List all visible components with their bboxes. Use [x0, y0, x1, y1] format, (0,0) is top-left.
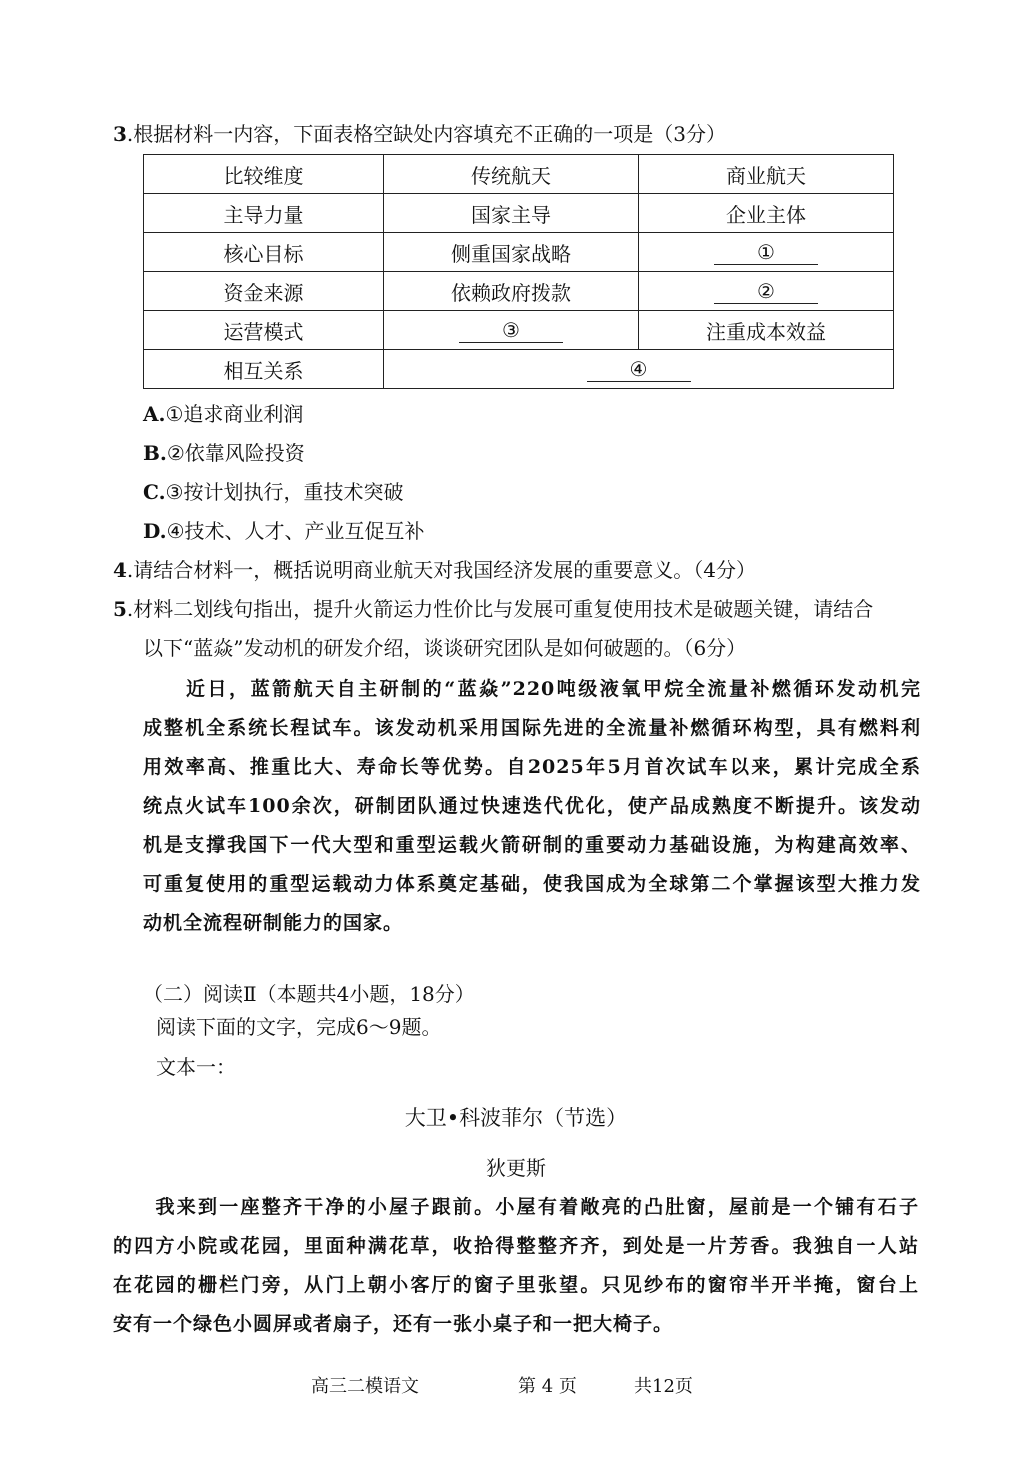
article-title: 大卫•科波菲尔（节选） — [404, 1106, 628, 1130]
question-5-number: 5 — [113, 597, 127, 621]
question-5-line-1 — [113, 595, 873, 623]
section-heading: （二）阅读Ⅱ（本题共4小题，18分） — [143, 982, 475, 1006]
table-cell: 国家主导 — [384, 194, 639, 233]
blank-2: ② — [714, 279, 818, 304]
question-4-text: .请结合材料一，概括说明商业航天对我国经济发展的重要意义。（4分） — [126, 558, 757, 582]
article-line: 我来到一座整齐干净的小屋子跟前。小屋有着敞亮的凸肚窗，屋前是一个铺有石子 — [113, 1196, 919, 1218]
comparison-table — [143, 154, 894, 389]
option-a-text: ①追求商业利润 — [165, 402, 304, 426]
table-cell-blank — [639, 233, 894, 272]
table-cell: 商业航天 — [639, 155, 894, 194]
question-3-text: .根据材料一内容，下面表格空缺处内容填充不正确的一项是（3分） — [126, 122, 727, 146]
article-line: 安有一个绿色小圆屏或者扇子，还有一张小桌子和一把大椅子。 — [113, 1313, 674, 1335]
table-cell-blank — [384, 350, 894, 389]
article-line: 的四方小院或花园，里面种满花草，收拾得整整齐齐，到处是一片芳香。我独自一人站 — [113, 1235, 919, 1257]
question-4 — [113, 556, 756, 584]
table-row — [144, 272, 894, 311]
table-cell: 注重成本效益 — [639, 311, 894, 350]
blank-3: ③ — [459, 318, 563, 343]
passage-line: 用效率高、推重比大、寿命长等优势。自2025年5月首次试车以来，累计完成全系 — [143, 756, 921, 778]
table-cell: 比较维度 — [144, 155, 384, 194]
question-3-number: 3 — [113, 122, 127, 146]
question-5-line-2: 以下“蓝焱”发动机的研发介绍，谈谈研究团队是如何破题的。（6分） — [143, 636, 747, 660]
table-header-row — [144, 155, 894, 194]
article-line: 在花园的栅栏门旁，从门上朝小客厅的窗子里张望。只见纱布的窗帘半开半掩，窗台上 — [113, 1274, 919, 1296]
table-cell: 运营模式 — [144, 311, 384, 350]
table-cell: 侧重国家战略 — [384, 233, 639, 272]
blank-1: ① — [714, 240, 818, 265]
table-row — [144, 233, 894, 272]
passage-line: 动机全流程研制能力的国家。 — [143, 912, 404, 934]
table-cell: 主导力量 — [144, 194, 384, 233]
option-c-key: C. — [143, 480, 166, 504]
option-b-text: ②依靠风险投资 — [166, 441, 305, 465]
table-cell: 相互关系 — [144, 350, 384, 389]
section-instruction: 阅读下面的文字，完成6～9题。 — [156, 1015, 442, 1039]
passage-line: 可重复使用的重型运载动力体系奠定基础，使我国成为全球第二个掌握该型大推力发 — [143, 873, 921, 895]
option-a-key: A. — [143, 402, 166, 426]
blank-4: ④ — [587, 357, 691, 382]
table-cell: 依赖政府拨款 — [384, 272, 639, 311]
article-body — [113, 1188, 919, 1344]
option-d-key: D. — [143, 519, 167, 543]
table-cell: 核心目标 — [144, 233, 384, 272]
passage-line: 统点火试车100余次，研制团队通过快速迭代优化，使产品成熟度不断提升。该发动 — [143, 795, 921, 817]
table-row — [144, 350, 894, 389]
article-author: 狄更斯 — [486, 1156, 546, 1180]
question-3 — [113, 120, 726, 148]
passage-line: 机是支撑我国下一代大型和重型运载火箭研制的重要动力基础设施，为构建高效率、 — [143, 834, 921, 856]
passage-line: 成整机全系统长程试车。该发动机采用国际先进的全流量补燃循环构型，具有燃料利 — [143, 717, 921, 739]
table-row — [144, 311, 894, 350]
option-c — [143, 478, 403, 506]
option-b-key: B. — [143, 441, 167, 465]
footer-page-number: 第 4 页 — [518, 1376, 577, 1397]
rocket-engine-passage — [143, 670, 921, 943]
table-row — [144, 194, 894, 233]
footer-subject: 高三二模语文 — [311, 1376, 419, 1397]
option-d-text: ④技术、人才、产业互促互补 — [166, 519, 425, 543]
option-c-text: ③按计划执行，重技术突破 — [165, 480, 404, 504]
text-label: 文本一： — [156, 1055, 236, 1079]
passage-line: 近日，蓝箭航天自主研制的“蓝焱”220吨级液氧甲烷全流量补燃循环发动机完 — [143, 678, 921, 700]
question-5-text: .材料二划线句指出，提升火箭运力性价比与发展可重复使用技术是破题关键，请结合 — [126, 597, 874, 621]
table-cell: 企业主体 — [639, 194, 894, 233]
footer-total-pages: 共12页 — [634, 1376, 693, 1397]
option-a — [143, 400, 303, 428]
table-cell: 资金来源 — [144, 272, 384, 311]
table-cell-blank — [639, 272, 894, 311]
table-cell-blank — [384, 311, 639, 350]
question-4-number: 4 — [113, 558, 127, 582]
option-d — [143, 517, 425, 545]
option-b — [143, 439, 305, 467]
table-cell: 传统航天 — [384, 155, 639, 194]
